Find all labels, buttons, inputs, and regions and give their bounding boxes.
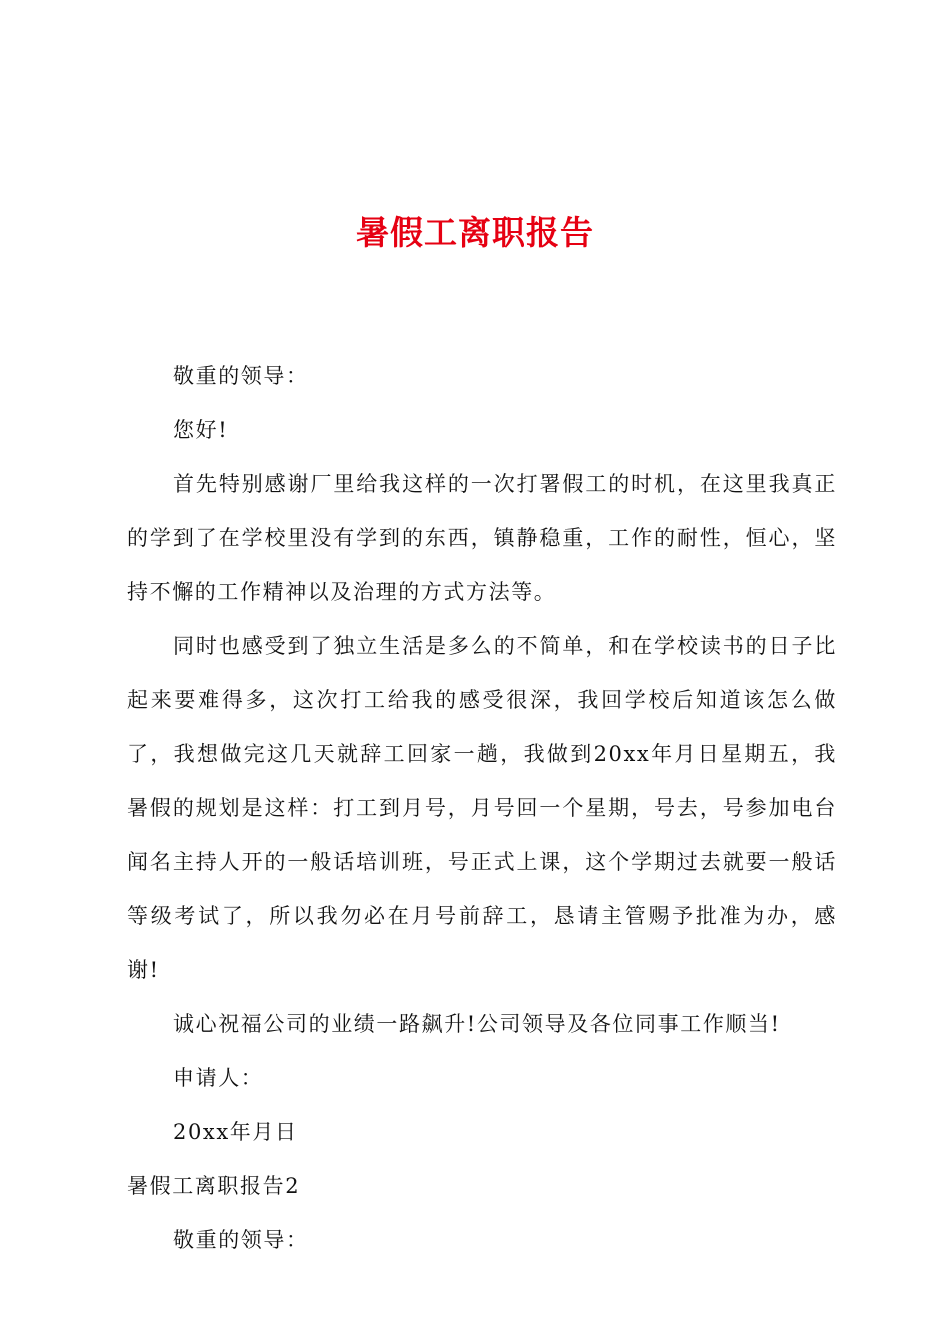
- section2-salutation: 敬重的领导：: [173, 1228, 309, 1252]
- document-body: [127, 349, 837, 1267]
- applicant-label: 申请人：: [173, 1066, 264, 1090]
- greeting: 您好!: [173, 418, 229, 442]
- closing-wish: 诚心祝福公司的业绩一路飙升!公司领导及各位同事工作顺当!: [173, 1012, 781, 1036]
- salutation: 敬重的领导：: [173, 364, 309, 388]
- body-paragraph-2: 同时也感受到了独立生活是多么的不简单，和在学校读书的日子比起来要难得多，这次打工给我的感受很深，我回学校后知道该怎么做了，我想做完这几天就辞工回家一趟，我做到20xx年月日星期五，我暑假的规划是这样：打工到月号，月号回一个星期，号去，号参加电台闻名主持人开的一般话培训班，号正式上课，这个学期过去就要一般话等级考试了，所以我勿必在月号前辞工，恳请主管赐予批准为办，感谢!: [127, 634, 837, 982]
- body-paragraph-1: 首先特别感谢厂里给我这样的一次打署假工的时机，在这里我真正的学到了在学校里没有学到的东西，镇静稳重，工作的耐性，恒心，坚持不懈的工作精神以及治理的方式方法等。: [127, 472, 837, 604]
- section2-title: 暑假工离职报告2: [127, 1174, 301, 1198]
- document-title: 暑假工离职报告: [356, 213, 594, 252]
- date-line: 20xx年月日: [173, 1120, 298, 1144]
